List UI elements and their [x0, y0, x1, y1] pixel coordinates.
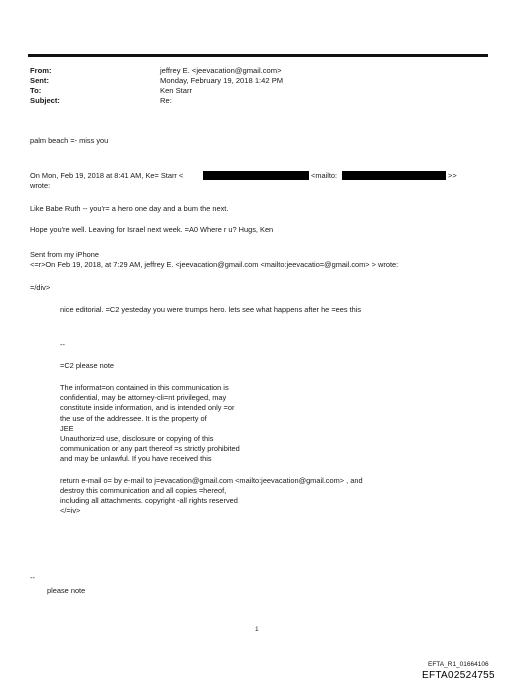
from-row	[30, 66, 283, 76]
body-line-editorial: nice editorial. =C2 yesteday you were trumps hero. lets see what happens after he =ees this	[60, 305, 362, 314]
return-line: destroy this communication and all copies =hereof,	[60, 485, 227, 495]
return-line: including all attachments. copyright -all rights reserved	[60, 496, 238, 506]
body-line-dashes: --	[60, 340, 65, 349]
disclaimer-block	[60, 383, 363, 516]
from-label: From:	[30, 66, 52, 75]
body-line-dashes-2: --	[30, 573, 35, 582]
sent-value: Monday, February 19, 2018 1:42 PM	[160, 76, 284, 85]
email-header	[30, 66, 283, 106]
subject-row	[30, 96, 283, 106]
disclaimer-line: and may be unlawful. If you have received this	[60, 454, 212, 464]
disclaimer-line: communication or any part thereof =s strictly prohibited	[60, 444, 240, 454]
redaction-block	[342, 171, 446, 180]
subject-value: Re:	[160, 96, 172, 105]
header-rule	[28, 54, 488, 57]
return-line: </=iv>	[60, 506, 81, 516]
body-line-please-note: please note	[47, 586, 86, 595]
body-line-on-feb: <=r>On Feb 19, 2018, at 7:29 AM, jeffrey E. <jeevacation@gmail.com <mailto:jeevacatio=@gmail.com> > wrote:	[30, 260, 399, 269]
from-value: jeffrey E. <jeevacation@gmail.com>	[160, 66, 282, 75]
body-line-sent-from: Sent from my iPhone	[30, 250, 100, 259]
quote-intro-a: On Mon, Feb 19, 2018 at 8:41 AM, Ke= Starr <	[30, 171, 184, 180]
disclaimer-line: the use of the addressee. It is the property of	[60, 413, 207, 423]
to-label: To:	[30, 86, 42, 95]
quote-intro-end: >>	[448, 171, 457, 180]
sent-label: Sent:	[30, 76, 49, 85]
quote-intro-wrote: wrote:	[30, 181, 51, 190]
disclaimer-line: constitute inside information, and is intended only =or	[60, 403, 235, 413]
body-line-palm-beach: palm beach =- miss you	[30, 136, 109, 145]
subject-label: Subject:	[30, 96, 60, 105]
redaction-block	[203, 171, 309, 180]
disclaimer-gap	[60, 465, 363, 476]
body-line-div-close: =/div>	[30, 283, 51, 292]
sent-row	[30, 76, 283, 86]
bates-number-large: EFTA02524755	[422, 670, 495, 681]
disclaimer-line: confidential, may be attorney-cli=nt privileged, may	[60, 393, 227, 403]
return-line: return e-mail o= by e-mail to j=evacation@gmail.com <mailto:jeevacation@gmail.com> , and	[60, 475, 363, 485]
body-line-babe-ruth: Like Babe Ruth -- you'r= a hero one day and a bum the next.	[30, 204, 229, 213]
body-line-c2-note: =C2 please note	[60, 361, 115, 370]
body-line-hope: Hope you're well. Leaving for Israel next week. =A0 Where r u? Hugs, Ken	[30, 225, 274, 234]
bates-number-small: EFTA_R1_01664106	[428, 661, 489, 668]
quote-intro-mailto: <mailto:	[311, 171, 338, 180]
disclaimer-line: Unauthoriz=d use, disclosure or copying of this	[60, 434, 214, 444]
to-row	[30, 86, 283, 96]
disclaimer-line: The informat=on contained in this communication is	[60, 383, 229, 392]
disclaimer-line: JEE	[60, 423, 74, 433]
to-value: Ken Starr	[160, 86, 193, 95]
page-number: 1	[255, 626, 259, 633]
